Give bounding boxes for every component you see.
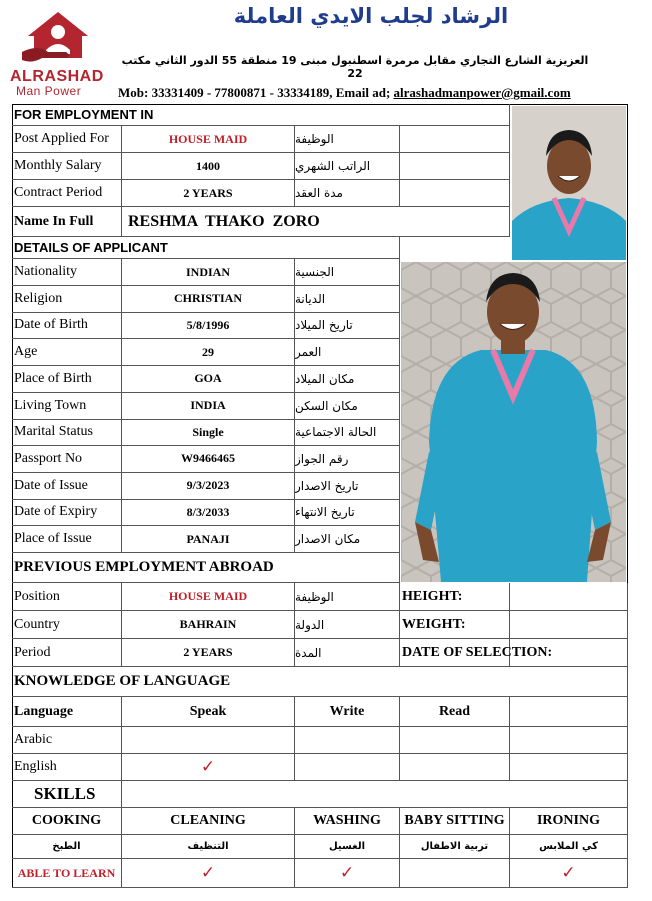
previous-value: 2 YEARS [122,639,295,667]
applicant-full-photo [401,262,626,582]
skill-value: ✓ [122,859,295,888]
skill-header-ar: الغسيل [295,835,400,859]
previous-value: HOUSE MAID [122,583,295,611]
detail-ar: الديانة [295,286,400,313]
skill-value: ✓ [510,859,628,888]
contract-value: 2 YEARS [122,180,295,207]
language-name: Arabic [12,727,122,754]
empty-cell [400,153,510,180]
detail-value: INDIAN [122,259,295,286]
section-details: DETAILS OF APPLICANT [12,237,400,259]
previous-value: BAHRAIN [122,611,295,639]
previous-right-label: DATE OF SELECTION: [400,639,510,667]
phone-numbers: Mob: 33331409 - 77800871 - 33334189, Email ad; [118,85,391,100]
previous-right-label: WEIGHT: [400,611,510,639]
skill-header: COOKING [12,808,122,835]
previous-ar: الدولة [295,611,400,639]
language-speak: ✓ [122,754,295,781]
empty-cell [400,180,510,207]
detail-label: Date of Issue [12,473,122,500]
detail-value: Single [122,419,295,446]
language-header: Language [12,697,122,727]
empty-cell [510,727,628,754]
empty-cell [122,781,628,808]
skill-header-ar: كي الملابس [510,835,628,859]
detail-label: Living Town [12,393,122,420]
section-previous: PREVIOUS EMPLOYMENT ABROAD [12,553,400,583]
skill-header-ar: التنظيف [122,835,295,859]
section-language: KNOWLEDGE OF LANGUAGE [12,667,628,697]
detail-ar: تاريخ الاصدار [295,473,400,500]
detail-ar: تاريخ الميلاد [295,312,400,339]
language-write [295,727,400,754]
language-header [510,697,628,727]
post-ar: الوظيفة [295,126,400,153]
previous-ar: المدة [295,639,400,667]
salary-value: 1400 [122,153,295,180]
skill-value [400,859,510,888]
empty-cell [510,611,628,639]
detail-label: Date of Expiry [12,499,122,526]
detail-ar: تاريخ الانتهاء [295,499,400,526]
previous-right-label: HEIGHT: [400,583,510,611]
detail-label: Place of Issue [12,526,122,553]
language-read [400,727,510,754]
empty-cell [510,639,628,667]
detail-ar: العمر [295,339,400,366]
previous-label: Country [12,611,122,639]
post-label: Post Applied For [12,126,122,153]
detail-ar: رقم الجواز [295,446,400,473]
detail-label: Age [12,339,122,366]
contract-ar: مدة العقد [295,180,400,207]
name-value: RESHMA THAKO ZORO [122,207,510,237]
language-header: Write [295,697,400,727]
email-link[interactable]: alrashadmanpower@gmail.com [393,85,571,100]
language-read [400,754,510,781]
detail-value: GOA [122,366,295,393]
previous-label: Period [12,639,122,667]
detail-value: PANAJI [122,526,295,553]
detail-ar: مكان الميلاد [295,366,400,393]
detail-label: Nationality [12,259,122,286]
skill-header: CLEANING [122,808,295,835]
skill-header: WASHING [295,808,400,835]
contact-line [118,85,571,101]
detail-label: Place of Birth [12,366,122,393]
empty-cell [510,754,628,781]
detail-label: Religion [12,286,122,313]
salary-label: Monthly Salary [12,153,122,180]
detail-label: Marital Status [12,419,122,446]
detail-ar: الحالة الاجتماعية [295,419,400,446]
detail-value: 9/3/2023 [122,473,295,500]
name-label: Name In Full [12,207,122,237]
skill-value: ✓ [295,859,400,888]
detail-value: CHRISTIAN [122,286,295,313]
detail-label: Date of Birth [12,312,122,339]
empty-cell [510,583,628,611]
previous-label: Position [12,583,122,611]
detail-ar: الجنسية [295,259,400,286]
logo-subtitle: Man Power [16,84,82,98]
language-name: English [12,754,122,781]
contract-label: Contract Period [12,180,122,207]
language-write [295,754,400,781]
skill-header-ar: تربية الاطفال [400,835,510,859]
detail-ar: مكان الاصدار [295,526,400,553]
section-skills: SKILLS [12,781,122,808]
language-header: Speak [122,697,295,727]
logo-name: ALRASHAD [10,68,104,85]
skill-value: ABLE TO LEARN [12,859,122,888]
detail-value: W9466465 [122,446,295,473]
detail-value: 29 [122,339,295,366]
company-address: العزيزية الشارع التجاري مقابل مرمرة اسطنبول مبنى 19 منطقة 55 الدور الثاني مكتب 22 [121,54,589,80]
language-speak [122,727,295,754]
empty-cell [400,126,510,153]
previous-ar: الوظيفة [295,583,400,611]
company-title: الرشاد لجلب الايدي العاملة [233,4,509,28]
salary-ar: الراتب الشهري [295,153,400,180]
language-header: Read [400,697,510,727]
detail-value: 5/8/1996 [122,312,295,339]
skill-header: IRONING [510,808,628,835]
skill-header: BABY SITTING [400,808,510,835]
detail-ar: مكان السكن [295,393,400,420]
detail-label: Passport No [12,446,122,473]
detail-value: INDIA [122,393,295,420]
section-employment: FOR EMPLOYMENT IN [12,104,510,126]
applicant-portrait-photo [512,106,626,260]
post-value: HOUSE MAID [122,126,295,153]
skill-header-ar: الطبخ [12,835,122,859]
detail-value: 8/3/2033 [122,499,295,526]
